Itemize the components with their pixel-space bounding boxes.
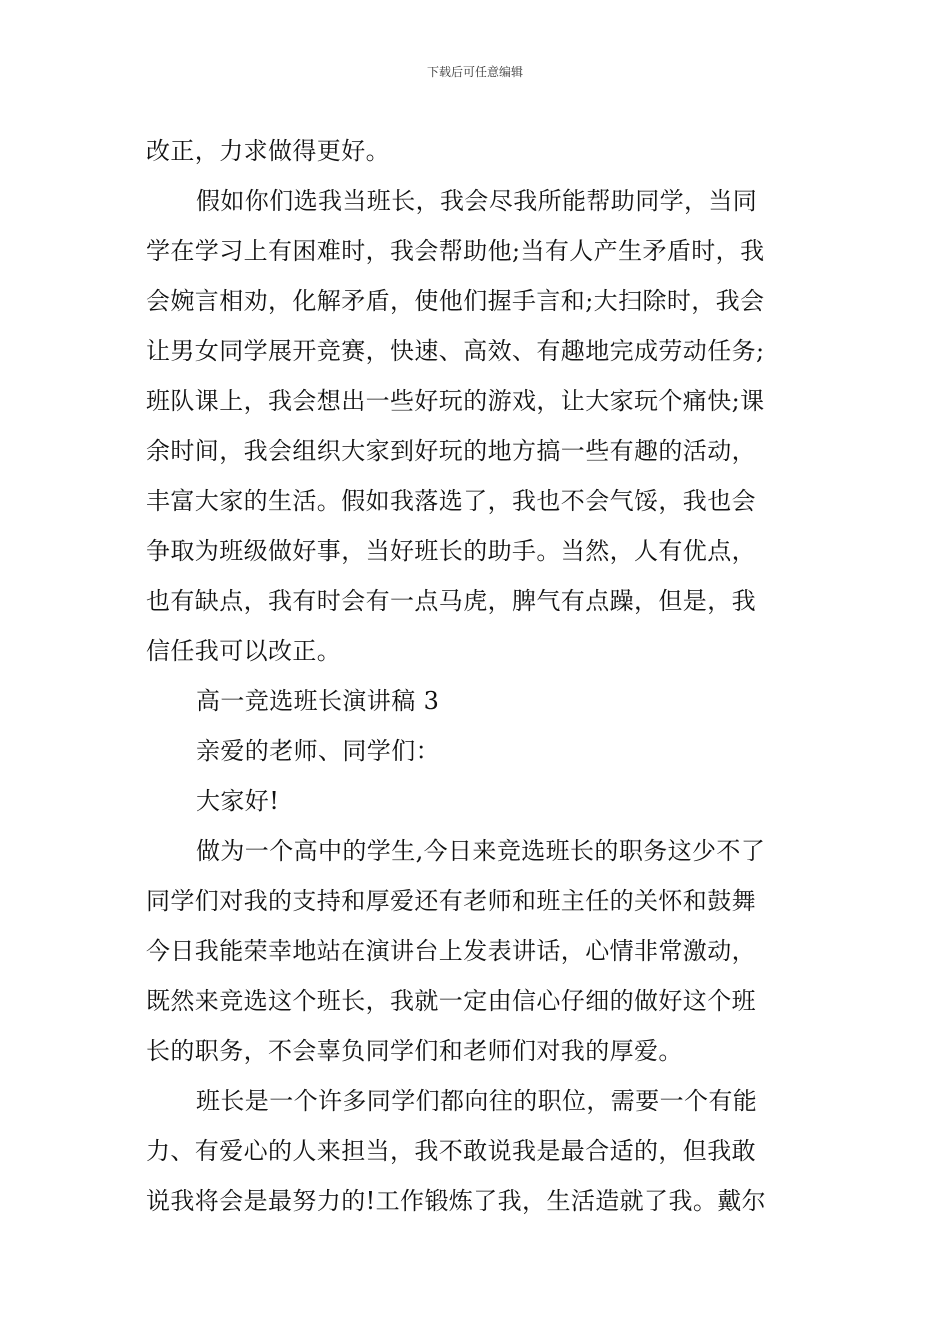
text-line: 同学们对我的支持和厚爱还有老师和班主任的关怀和鼓舞 [146, 887, 756, 915]
text-line: 争取为班级做好事，当好班长的助手。当然，人有优点， [146, 537, 756, 565]
text-line: 长的职务，不会辜负同学们和老师们对我的厚爱。 [146, 1037, 683, 1065]
text-line: 学在学习上有困难时，我会帮助他;当有人产生矛盾时，我 [146, 237, 765, 265]
text-line: 高一竞选班长演讲稿 3 [196, 687, 440, 715]
text-line: 大家好! [196, 787, 280, 815]
text-line: 会婉言相劝，化解矛盾，使他们握手言和;大扫除时，我会 [146, 287, 765, 315]
document-body [146, 126, 810, 1226]
text-line: 说我将会是最努力的!工作锻炼了我，生活造就了我。戴尔 [146, 1187, 767, 1215]
text-line: 班长是一个许多同学们都向往的职位，需要一个有能 [196, 1087, 758, 1115]
text-line: 做为一个高中的学生,今日来竞选班长的职务这少不了 [196, 837, 766, 865]
text-line: 班队课上，我会想出一些好玩的游戏，让大家玩个痛快;课 [146, 387, 765, 415]
text-line: 假如你们选我当班长，我会尽我所能帮助同学，当同 [196, 187, 758, 215]
text-line: 今日我能荣幸地站在演讲台上发表讲话，心情非常激动， [146, 937, 756, 965]
text-line: 改正，力求做得更好。 [146, 137, 390, 165]
text-line: 亲爱的老师、同学们： [196, 737, 440, 765]
text-line: 丰富大家的生活。假如我落选了，我也不会气馁，我也会 [146, 487, 756, 515]
text-line: 也有缺点，我有时会有一点马虎，脾气有点躁，但是，我 [146, 587, 756, 615]
text-line: 信任我可以改正。 [146, 637, 342, 665]
text-line: 让男女同学展开竞赛，快速、高效、有趣地完成劳动任务; [146, 337, 765, 365]
text-line: 既然来竞选这个班长，我就一定由信心仔细的做好这个班 [146, 987, 756, 1015]
text-line: 余时间，我会组织大家到好玩的地方搞一些有趣的活动， [146, 437, 756, 465]
page-header-note: 下载后可任意编辑 [426, 65, 523, 79]
text-line: 力、有爱心的人来担当，我不敢说我是最合适的，但我敢 [146, 1137, 756, 1165]
